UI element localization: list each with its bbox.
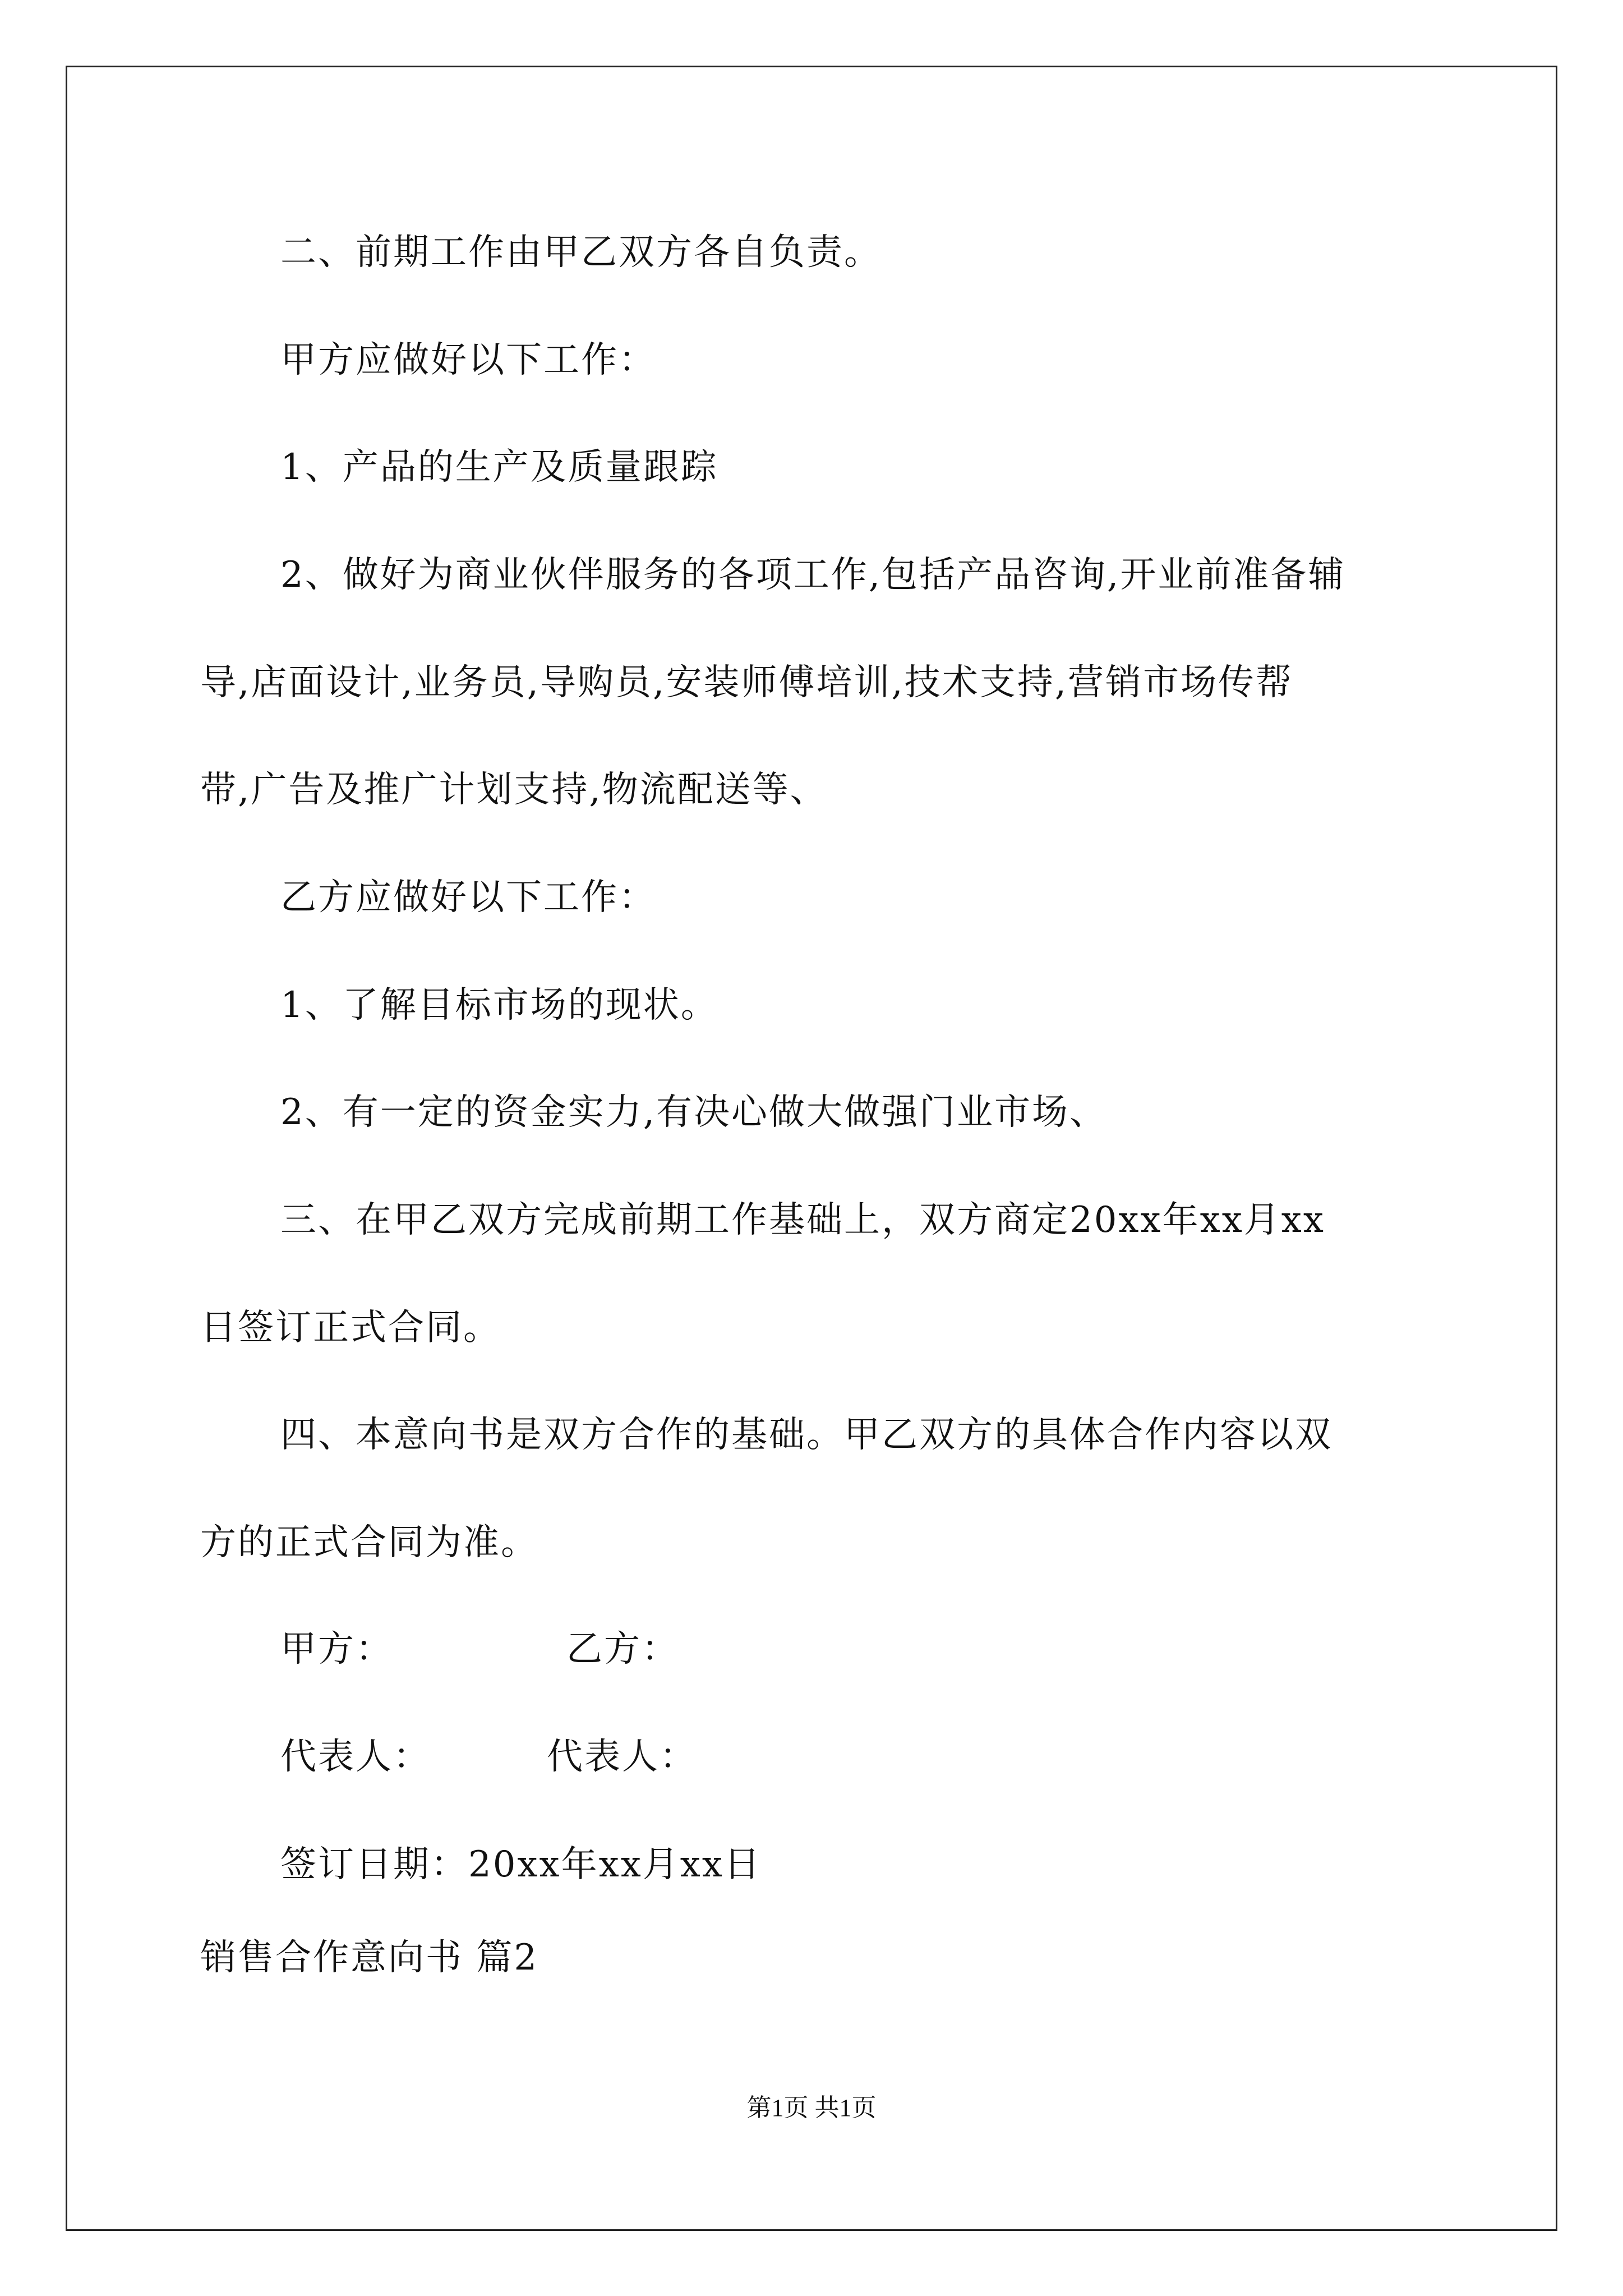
section2-heading: 二、前期工作由甲乙双方各自负责。 [280,232,882,273]
rep-b-label: 代表人： [547,1736,697,1778]
party-a-item-2-line-2: 导,店面设计,业务员,导购员,安装师傅培训,技术支持,营销市场传帮 [200,662,1294,703]
section4-line-2: 方的正式合同为准。 [200,1522,538,1563]
rep-a-label: 代表人： [280,1736,431,1778]
party-b-item-1: 1、了解目标市场的现状。 [280,984,718,1026]
section3-line-1: 三、在甲乙双方完成前期工作基础上，双方商定20xx年xx月xx [280,1199,1325,1241]
party-a-item-1: 1、产品的生产及质量跟踪 [280,447,718,488]
party-b-intro: 乙方应做好以下工作： [280,877,656,918]
party-a-item-2-line-1: 2、做好为商业伙伴服务的各项工作,包括产品咨询,开业前准备辅 [280,554,1346,596]
page-border [66,66,1557,2231]
party-a-item-2-line-3: 带,广告及推广计划支持,物流配送等、 [200,769,828,811]
sign-date: 签订日期：20xx年xx月xx日 [280,1844,762,1885]
party-b-label: 乙方： [566,1628,679,1670]
section4-line-1: 四、本意向书是双方合作的基础。甲乙双方的具体合作内容以双 [280,1414,1332,1456]
party-a-intro: 甲方应做好以下工作： [280,339,656,381]
next-section-title: 销售合作意向书 篇2 [200,1937,539,1978]
section3-line-2: 日签订正式合同。 [200,1307,501,1349]
page-footer: 第1页 共1页 [746,2094,877,2122]
party-a-label: 甲方： [280,1628,393,1670]
party-b-item-2: 2、有一定的资金实力,有决心做大做强门业市场、 [280,1092,1108,1133]
